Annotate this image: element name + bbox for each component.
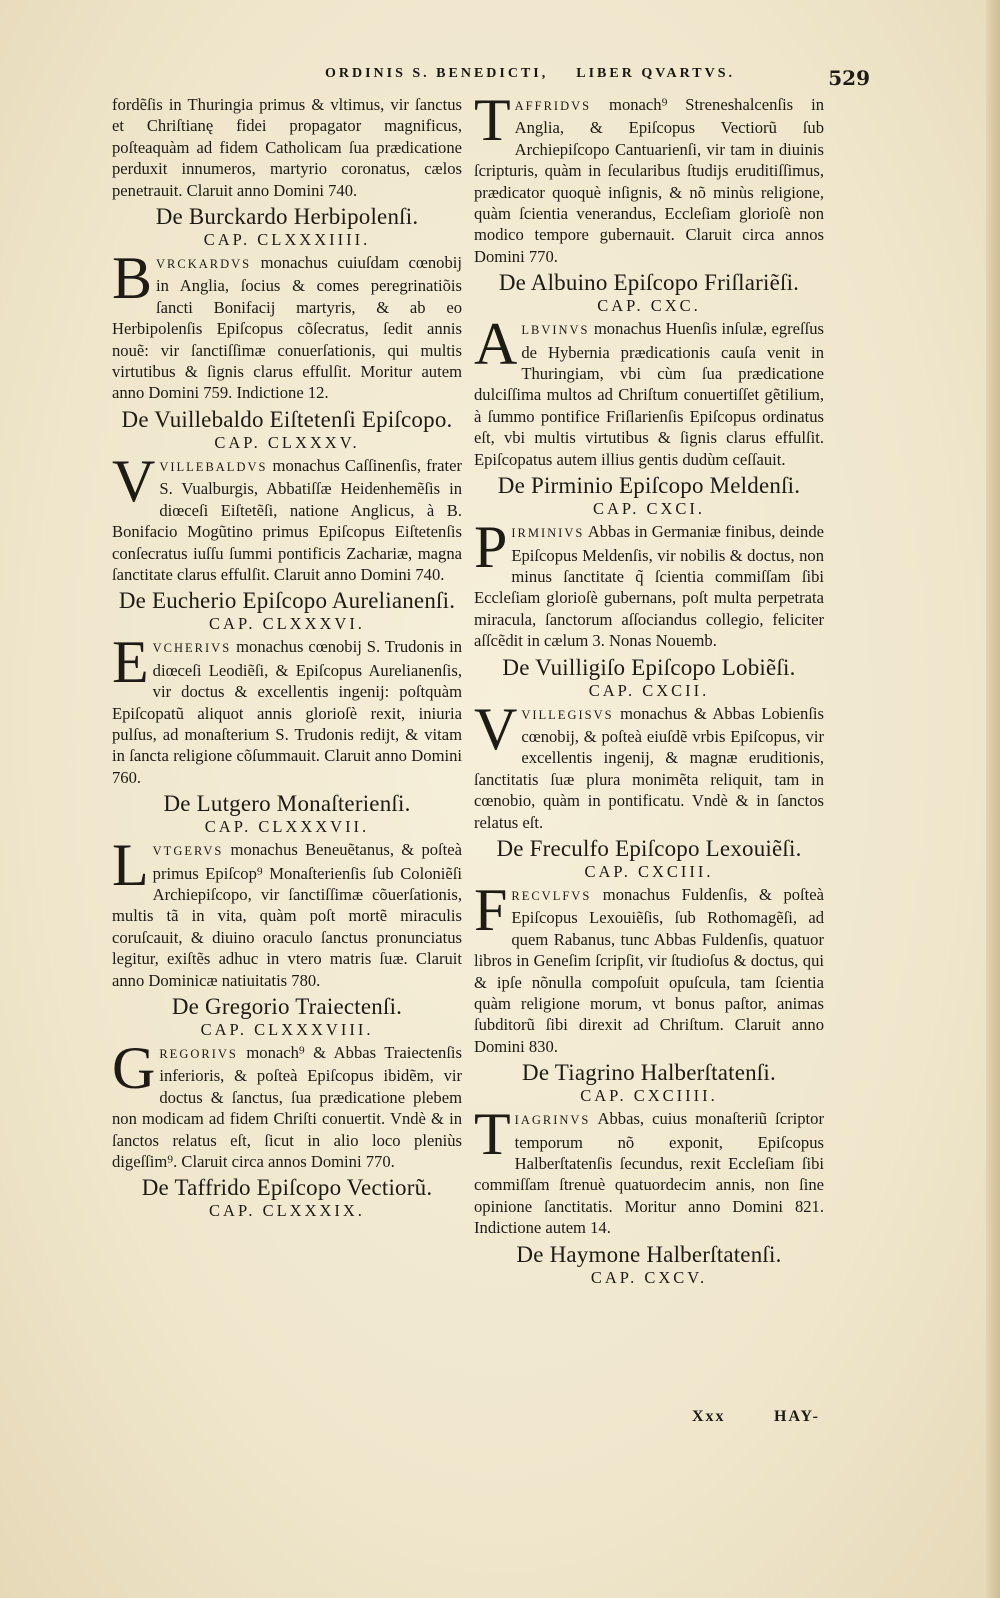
chapter-number: CAP. CXCIII. xyxy=(584,861,714,881)
drop-cap-initial: G xyxy=(112,1035,156,1101)
entry-lead-name: IAGRINVS xyxy=(514,1113,591,1128)
entry-lead-name: AFFRIDVS xyxy=(514,99,592,113)
entry-lead-name: VILLEGISVS xyxy=(521,707,614,722)
chapter-number: CAP. CLXXXV. xyxy=(214,432,360,452)
entry-text: Abbas, cuius monaſteriũ ſcriptor temporum nõ exponit, Epiſcopus Halberſtatenſis ſecundus, rexit Eccleſiam ſibi commiſſam ſtrenuè quatuordecim annis, non ſine opinione ſanctitatis. Moritur anno Domini 821. Indictione autem 14. xyxy=(474,1109,824,1238)
entry xyxy=(474,472,824,651)
chapter-number: CAP. CLXXXVI. xyxy=(209,614,365,634)
left-column xyxy=(112,94,462,1223)
chapter-number: CAP. CXCIIII. xyxy=(580,1086,718,1106)
chapter-number: CAP. CLXXXVIII. xyxy=(200,1020,374,1039)
entry-heading: De Tiagrino Halberſtatenſi. xyxy=(522,1060,776,1086)
chapter-number: CAP. CLXXXVII. xyxy=(204,817,370,837)
entry-text: monachus Caſſinenſis, frater S. Vualburgis, Abbatiſſæ Heidenhemẽſis in diœceſi Eiſtetẽſi, natione Anglicus, à B. Bonifacio Mogũtino primus Epiſcopus Eiſtetenſis conſecratus iuſſu ſummi pontificis Zachariæ, magna ſanctitate clarus effulſit. Claruit anno Domini 740. xyxy=(112,455,462,584)
entry-text: monachus & Abbas Lobienſis cœnobij, & poſteà eiuſdẽ vrbis Epiſcopus, vir excellentis ingenij, & magnæ eruditionis, ſanctitatis ſuæ plura monimẽta reliquit, tam in cœnobio, quàm in pontificatu. Vndè & in ſanctos relatus eſt. xyxy=(474,703,824,832)
entry-heading: De Freculfo Epiſcopo Lexouiẽſi. xyxy=(496,835,802,861)
entry-text: Abbas in Germaniæ finibus, deinde Epiſcopus Meldenſis, vir nobilis & doctus, non minus ſanctitate q̃ ſcientia commiſſam ſibi Eccleſiam glorioſè gubernans, poſt multa perpetrata miracula, ſanctorum aſſociandus collegio, feliciter aſſcẽdit in cælum 3. Nonas Nouemb. xyxy=(474,522,824,651)
running-header-left: ORDINIS S. BENEDICTI, xyxy=(324,66,549,81)
entry-text: monach⁹ Streneshalcenſis in Anglia, & Epiſcopus Vectiorũ ſub Archiepiſcopo Cantuarienſi, vir tam in diuinis ſcripturis, quàm in ſecularibus ſtudijs eruditiſſimus, prædicator quoquè inſignis, & nõ minùs religione, quàm ſcientia venerandus, Eccleſiam glorioſè non modico tempore gubernauit. Claruit circa annos Domini 770. xyxy=(474,95,824,266)
drop-cap-initial: A xyxy=(474,311,518,378)
entry-lead-name: VRCKARDVS xyxy=(156,257,252,272)
entry xyxy=(112,587,462,788)
entry-text: monachus Huenſis inſulæ, egreſſus de Hybernia prædicationis cauſa venit in Thuringiam, vbi cùm ſua prædicatione dulciſſima multos ad Chriſtum conuertiſſet gẽtilium, à ſummo pontifice Friſlarienſis Epiſcopus ordinatus eſt, vbi multis virtutibus & ſignis clarus effulſit. Epiſcopatus autem illius gentis dudùm ceſſauit. xyxy=(474,319,824,469)
entry-body xyxy=(474,1101,824,1238)
entry-lead-name: VCHERIVS xyxy=(152,641,232,656)
entry xyxy=(474,269,824,470)
entry xyxy=(474,835,824,1057)
entry-body xyxy=(112,447,462,585)
entry xyxy=(112,993,462,1172)
entry-body xyxy=(112,245,462,404)
entry-heading: De Taffrido Epiſcopo Vectiorũ. xyxy=(141,1175,433,1201)
entry-text: monachus cuiuſdam cœnobij in Anglia, ſocius & comes peregrinatiõis ſancti Bonifacij martyris, & ab eo Herbipolenſis Epiſcopus cõſecratus, ſedit annis nouẽ: vir ſanctiſſimæ conuerſationis, qui multis virtutibus & ſignis clarus effulſit. Moritur autem anno Domini 759. Indictione 12. xyxy=(112,253,462,403)
entry-lead-name: REGORIVS xyxy=(159,1047,238,1061)
entry-heading: De Eucherio Epiſcopo Aurelianenſi. xyxy=(118,588,456,614)
drop-cap-initial: F xyxy=(474,876,508,943)
entry-lead-name: VTGERVS xyxy=(152,844,224,859)
entry-heading: De Pirminio Epiſcopo Meldenſi. xyxy=(497,473,801,499)
entry xyxy=(474,1059,824,1238)
entry-heading: De Albuino Epiſcopo Friſlariẽſi. xyxy=(498,270,800,296)
entry-text: monach⁹ & Abbas Traiectenſis inferioris, & poſteà Epiſcopus ibidẽm, vir doctus & ſanctus, ſua prædicatione plebem non modicam ad fidem Chriſti conuertit. Vndè & in ſanctos relatus eſt, ſicut in alio loco pleniùs digeſſim⁹. Claruit circa annos Domini 770. xyxy=(112,1043,462,1172)
right-column xyxy=(474,87,824,1290)
entry-body xyxy=(112,832,462,991)
entry-heading: De Lutgero Monaſterienſi. xyxy=(163,791,411,817)
entry-heading: De Haymone Halberſtatenſi. xyxy=(516,1241,782,1267)
entry-lead-name: LBVINVS xyxy=(521,323,590,338)
chapter-number: CAP. CXCV. xyxy=(590,1267,708,1287)
page-number: 529 xyxy=(828,66,870,90)
entry xyxy=(112,203,462,404)
entry-body xyxy=(474,876,824,1057)
chapter-number: CAP. CXCII. xyxy=(588,680,710,700)
entry-body xyxy=(112,1035,462,1172)
entry-body xyxy=(474,311,824,470)
entry-heading: De Burckardo Herbipolenſi. xyxy=(155,204,419,230)
chapter-number: CAP. CXCI. xyxy=(592,499,706,519)
entry-lead-name: VILLEBALDVS xyxy=(159,459,268,474)
chapter-number: CAP. CXC. xyxy=(597,296,701,316)
entry xyxy=(112,790,462,991)
running-header-right: LIBER QVARTVS. xyxy=(576,66,735,81)
entry-heading: De Vuillebaldo Eiſtetenſi Epiſcopo. xyxy=(121,406,453,432)
entry xyxy=(474,654,824,833)
entry-text: monachus cœnobij S. Trudonis in diœceſi Leodiẽſi, & Epiſcopus Aurelianenſis, vir doctus & excellentis ingenij: poſtquàm Epiſcopatũ aliquot annis glorioſè rexit, iniuria pulſus, ad monaſterium S. Trudonis redijt, & vitam in ſancta religione cõſummauit. Claruit anno Domini 760. xyxy=(112,637,462,787)
entry-heading: De Vuilligiſo Epiſcopo Lobiẽſi. xyxy=(502,654,796,680)
entry-text: monachus Beneuẽtanus, & poſteà primus Epiſcop⁹ Monaſterienſis ſub Coloniẽſi Archiepiſcopo, vir ſanctiſſimæ cõuerſationis, multis tã in vita, quàm poſt mortẽ miraculis coruſcauit, & diuino oraculo ſanctus pronunciatus legitur, exiſtẽs adhuc in vtero matris ſuæ. Claruit anno Dominicæ natiuitatis 780. xyxy=(112,840,462,990)
chapter-number: CAP. CLXXXIX. xyxy=(209,1201,365,1221)
signature-mark: Xxx xyxy=(692,1408,726,1425)
entry-body xyxy=(474,514,824,651)
entry-lead-name: IRMINIVS xyxy=(511,526,585,541)
continued-entry-text: fordẽſis in Thuringia primus & vltimus, vir ſanctus et Chriſtianę fidei propagator magnificus, poſteaquàm ad fidem Catholicam ſua prædicatione perduxit innumeros, martyrio coronatus, cælos penetrauit. Claruit anno Domini 740. xyxy=(112,95,462,200)
drop-cap-initial: T xyxy=(474,87,511,153)
entry-body xyxy=(112,629,462,788)
entry-text: monachus Fuldenſis, & poſteà Epiſcopus Lexouiẽſis, ſub Rothomagẽſi, ad quem Rabanus, tunc Abbas Fuldenſis, quatuor libros in Geneſim ſcripſit, vir ſtudioſus & doctus, qui & ipſe nõnulla compoſuit opuſcula, tam ſcientia quàm religione morum, vt bonus paſtor, animas ſubditorũ ſibi direxit ad Chriſtum. Claruit anno Domini 830. xyxy=(474,884,824,1056)
drop-cap-initial: E xyxy=(112,629,149,696)
drop-cap-initial: T xyxy=(474,1101,511,1168)
drop-cap-initial: B xyxy=(112,245,153,312)
running-header xyxy=(200,66,860,96)
entry xyxy=(112,406,462,585)
entry xyxy=(474,87,824,267)
entry-body xyxy=(474,695,824,833)
catchword: HAY- xyxy=(774,1408,820,1425)
entry-body xyxy=(474,87,824,267)
drop-cap-initial: V xyxy=(112,447,156,514)
entry-lead-name: RECVLFVS xyxy=(511,888,592,903)
chapter-number: CAP. CLXXXIIII. xyxy=(203,230,371,250)
drop-cap-initial: P xyxy=(474,514,508,581)
page-edge xyxy=(986,0,1000,1598)
drop-cap-initial: L xyxy=(112,832,149,899)
drop-cap-initial: V xyxy=(474,695,518,762)
entry-heading: De Gregorio Traiectenſi. xyxy=(171,994,403,1019)
